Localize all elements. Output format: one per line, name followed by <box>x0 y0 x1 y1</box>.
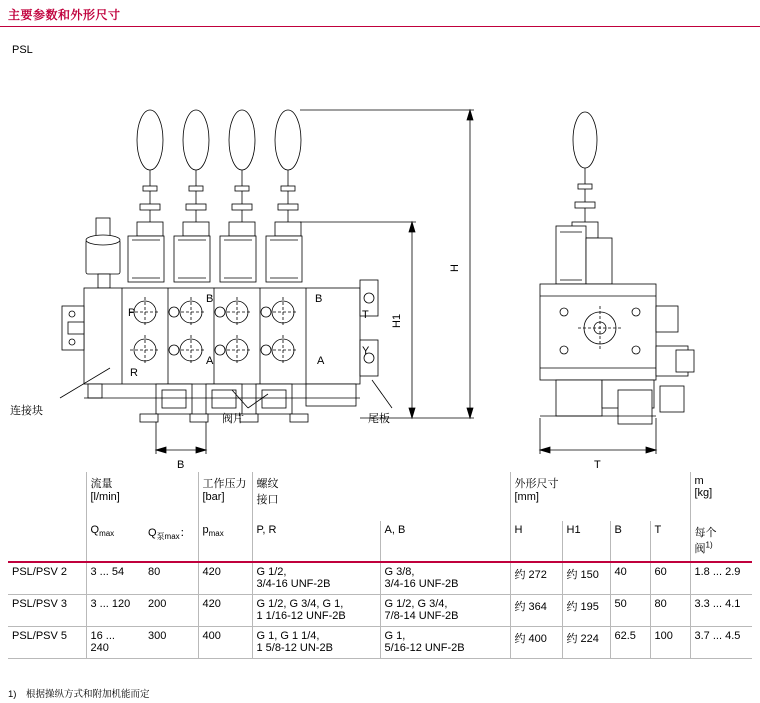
cell-thread-ab: G 1/2, G 3/4, 7/8-14 UNF-2B <box>380 595 510 626</box>
footnote-marker: 1) <box>8 689 17 700</box>
dimension-label-T: T <box>594 459 601 471</box>
dimension-label-H: H <box>449 264 461 272</box>
lever-group-1 <box>137 110 163 236</box>
port-label-R: R <box>130 367 138 379</box>
cell-thread-pr: G 1/2, 3/4-16 UNF-2B <box>252 563 380 594</box>
cell-mass: 1.8 ... 2.9 <box>690 563 752 594</box>
table-footnote <box>8 686 150 700</box>
header-mass: m [kg] <box>690 472 752 521</box>
cell-model: PSL/PSV 2 <box>12 565 68 578</box>
header-flow: 流量 [l/min] <box>86 472 198 521</box>
cell-pmax: 400 <box>198 627 252 658</box>
figure-series-label: PSL <box>12 44 33 56</box>
table-header-sub <box>8 521 752 561</box>
subheader-h: H <box>510 521 562 561</box>
subheader-thread-ab: A, B <box>380 521 510 561</box>
dimension-label-H1: H1 <box>391 313 403 328</box>
specifications-table <box>8 472 752 659</box>
cell-qmax: 3 ... 54 <box>86 563 144 594</box>
lever-group-3 <box>229 110 255 236</box>
port-label-Y: Y <box>362 345 370 357</box>
header-pressure: 工作压力 [bar] <box>198 472 252 521</box>
subheader-mass: 每个 阀$^{1)}$ <box>690 521 752 561</box>
callout-valve-section: 阀片 <box>222 413 244 425</box>
cell-thread-ab: G 1, 5/16-12 UNF-2B <box>380 627 510 658</box>
title-divider <box>0 26 760 27</box>
port-label-A-2: A <box>317 355 325 367</box>
subheader-thread-pr: P, R <box>252 521 380 561</box>
cell-h1: 约 195 <box>562 595 610 626</box>
footnote-text: 根据操纵方式和附加机能而定 <box>26 689 150 700</box>
subheader-pmax: $p_{max}$ <box>198 521 252 561</box>
subheader-b: B <box>610 521 650 561</box>
cell-thread-pr: G 1/2, G 3/4, G 1, 1 1/16-12 UNF-2B <box>252 595 380 626</box>
cell-b: 50 <box>610 595 650 626</box>
cell-mass: 3.3 ... 4.1 <box>690 595 752 626</box>
port-label-A-1: A <box>206 355 214 367</box>
page-title: 主要参数和外形尺寸 <box>8 8 121 22</box>
subheader-h1: H1 <box>562 521 610 561</box>
cell-h: 约 364 <box>510 595 562 626</box>
cell-h: 约 272 <box>510 563 562 594</box>
port-label-B-2: B <box>315 293 323 305</box>
port-label-B-1: B <box>206 293 214 305</box>
port-label-P: P <box>128 307 136 319</box>
table-row <box>8 563 752 594</box>
side-view <box>540 112 694 454</box>
dimension-label-B: B <box>177 459 185 471</box>
header-model <box>8 472 86 521</box>
cell-h1: 约 224 <box>562 627 610 658</box>
cell-qpump: 80 <box>148 565 161 578</box>
cell-t: 100 <box>650 627 690 658</box>
cell-qpump: 300 <box>148 629 167 642</box>
cell-qmax: 16 ... 240 <box>86 627 144 658</box>
table-row <box>8 595 752 626</box>
cell-pmax: 420 <box>198 563 252 594</box>
cell-b: 62.5 <box>610 627 650 658</box>
cell-h: 约 400 <box>510 627 562 658</box>
cell-mass: 3.7 ... 4.5 <box>690 627 752 658</box>
cell-pmax: 420 <box>198 595 252 626</box>
cell-t: 80 <box>650 595 690 626</box>
cell-h1: 约 150 <box>562 563 610 594</box>
subheader-qmax: $Q_{max}$ <box>86 521 144 561</box>
table-row <box>8 627 752 658</box>
cell-b: 40 <box>610 563 650 594</box>
table-rule-gray <box>8 658 752 659</box>
cell-model: PSL/PSV 3 <box>12 597 68 610</box>
cell-thread-ab: G 3/8, 3/4-16 UNF-2B <box>380 563 510 594</box>
subheader-qpump: $Q_{泵max}$： <box>148 527 191 542</box>
cell-thread-pr: G 1, G 1 1/4, 1 5/8-12 UN-2B <box>252 627 380 658</box>
subheader-model <box>8 521 86 561</box>
subheader-t: T <box>650 521 690 561</box>
valve-assembly-drawing <box>0 50 760 471</box>
cell-qmax: 3 ... 120 <box>86 595 144 626</box>
header-dimensions: 外形尺寸 [mm] <box>510 472 690 521</box>
table-header-top <box>8 472 752 521</box>
cell-qpump: 200 <box>148 597 167 610</box>
callout-connection-block: 连接块 <box>10 405 43 417</box>
lever-group-4 <box>275 110 301 236</box>
technical-drawing <box>0 50 760 471</box>
lever-group-2 <box>183 110 209 236</box>
header-thread: 螺纹 接口 <box>252 472 510 521</box>
port-label-T: T <box>362 309 369 321</box>
cell-t: 60 <box>650 563 690 594</box>
callout-end-plate: 尾板 <box>368 413 390 425</box>
cell-model: PSL/PSV 5 <box>12 629 68 642</box>
